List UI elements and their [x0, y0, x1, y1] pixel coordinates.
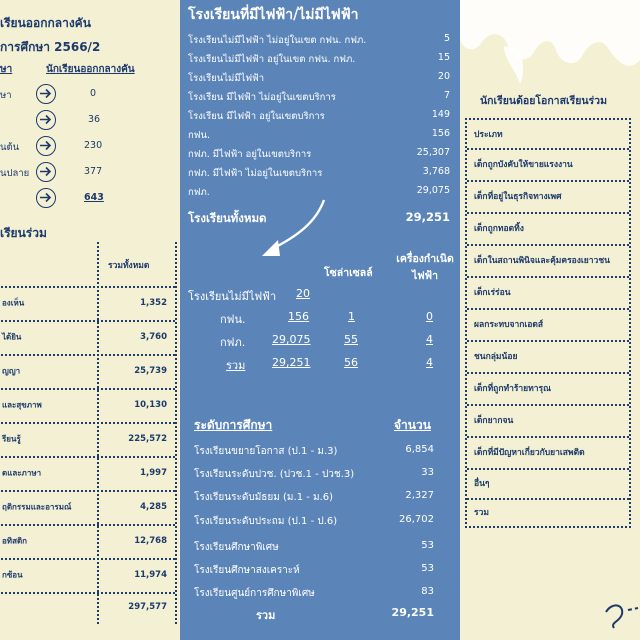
inclusive-title: เรียนร่วม [0, 226, 47, 240]
table-row [0, 558, 175, 594]
row-label: กฟภ. มีไฟฟ้า อยู่ในเขตบริการ [188, 149, 312, 160]
left-panel [0, 0, 180, 640]
dropout-year: การศึกษา 2566/2 [0, 40, 101, 54]
dropout-row-label: นปลาย [0, 168, 30, 179]
grid-cell: 4 [426, 333, 433, 346]
dropout-col-level: ษา [0, 64, 13, 75]
table-cell-label: อทิสติก [2, 536, 27, 546]
row-label: โรงเรียนไม่มีไฟฟ้า ไม่อยู่ในเขต กฟน. กฟภ. [188, 35, 367, 46]
grid-cell: 156 [288, 310, 309, 323]
list-item [467, 120, 629, 150]
arrow-right-icon [36, 188, 56, 208]
swirl-arrow-icon [598, 600, 640, 640]
level-row [194, 586, 434, 601]
list-item-label: ประเภท [474, 130, 503, 140]
level-label: โรงเรียนศึกษาพิเศษ [194, 542, 279, 553]
table-row [0, 422, 175, 458]
table-cell-value: 10,130 [134, 400, 167, 410]
level-total-label: รวม [256, 609, 276, 622]
level-value: 6,854 [405, 444, 434, 455]
level-label: โรงเรียนศูนย์การศึกษาพิเศษ [194, 588, 315, 599]
row-value: 20 [437, 71, 450, 82]
cloud-decoration [460, 0, 640, 90]
list-item [467, 340, 629, 374]
row-value: 156 [431, 128, 450, 139]
level-value: 2,327 [405, 490, 434, 501]
no-electric-value: 20 [296, 287, 310, 300]
list-item [467, 308, 629, 342]
table-row [0, 456, 175, 492]
level-header: ระดับการศึกษา [194, 418, 273, 432]
list-item [188, 109, 450, 124]
list-item [467, 212, 629, 246]
row-value: 7 [443, 90, 450, 101]
dropout-row-label: ษา [0, 90, 12, 101]
disadvantaged-table [465, 118, 631, 528]
grid-cell: 0 [426, 310, 433, 323]
solar-header: โซล่าเซลล์ [324, 267, 373, 279]
level-row [194, 514, 434, 529]
grid-row-label: กฟน. [220, 313, 246, 326]
table-cell-value: 1,997 [140, 468, 167, 478]
list-item-label: เด็กที่มีปัญหาเกี่ยวกับยาเสพติด [474, 448, 585, 458]
row-value: 29,075 [416, 185, 450, 196]
generator-header [386, 250, 460, 284]
level-label: โรงเรียนขยายโอกาส (ป.1 - ม.3) [194, 446, 338, 457]
list-item [467, 436, 629, 470]
total-value: 29,251 [405, 210, 450, 224]
level-value: 26,702 [399, 514, 434, 525]
dropout-row-value: 0 [90, 88, 97, 99]
list-item [467, 498, 629, 526]
level-value: 33 [421, 467, 434, 478]
row-label: โรงเรียน มีไฟฟ้า ไม่อยู่ในเขตบริการ [188, 92, 336, 103]
level-value: 53 [421, 563, 434, 574]
level-total-value: 29,251 [391, 606, 434, 619]
level-value: 53 [421, 540, 434, 551]
grid-cell: 55 [344, 333, 358, 346]
dropout-row-value: 36 [88, 114, 101, 125]
row-label: กฟภ. [188, 187, 210, 198]
table-cell-label: กซ้อน [2, 570, 23, 580]
dropout-row-label: นต้น [0, 142, 20, 153]
list-item [467, 372, 629, 406]
table-row [0, 388, 175, 424]
table-row [0, 524, 175, 560]
list-item-label: รวม [474, 508, 489, 518]
list-item [467, 148, 629, 182]
grid-cell: 29,251 [272, 356, 311, 369]
list-item [467, 404, 629, 438]
dropout-title: เรียนออกกลางคัน [0, 16, 91, 30]
arrow-right-icon [36, 84, 56, 104]
arrow-right-icon [36, 110, 56, 130]
table-row [0, 242, 175, 288]
list-item-label: เด็กเร่ร่อน [474, 288, 511, 298]
table-cell-value: 1,352 [140, 298, 167, 308]
list-item [188, 128, 450, 143]
grid-cell: 1 [348, 310, 355, 323]
dropout-row-value: 377 [84, 166, 103, 177]
level-row [194, 563, 434, 578]
level-label: โรงเรียนระดับประถม (ป.1 - ป.6) [194, 516, 338, 527]
table-row [0, 320, 175, 356]
list-item [188, 52, 450, 67]
list-item [188, 71, 450, 86]
level-label: โรงเรียนระดับปวช. (ปวช.1 - ปวช.3) [194, 469, 355, 480]
level-value: 83 [421, 586, 434, 597]
table-cell-label: ญญา [2, 366, 21, 376]
row-label: โรงเรียนไม่มีไฟฟ้า [188, 73, 265, 84]
table-row [0, 354, 175, 390]
table-cell-value: 297,577 [128, 602, 167, 612]
list-item-label: อื่นๆ [474, 479, 490, 489]
row-value: 5 [443, 33, 450, 44]
row-value: 3,768 [422, 166, 450, 177]
electricity-panel [180, 0, 460, 640]
row-label: โรงเรียนไม่มีไฟฟ้า อยู่ในเขต กฟน. กฟภ. [188, 54, 356, 65]
table-cell-label: ดและภาษา [2, 468, 42, 478]
row-value: 25,307 [416, 147, 450, 158]
curved-arrow-icon [258, 196, 338, 268]
list-item-label: เด็กถูกบังคับให้ขายแรงงาน [474, 160, 573, 170]
list-item [467, 276, 629, 310]
table-cell-label: ฤติกรรมและอารมณ์ [2, 502, 72, 512]
arrow-right-icon [36, 162, 56, 182]
list-item-label: ผลกระทบจากเอดส์ [474, 320, 544, 330]
level-row [194, 467, 434, 482]
table-cell-value: 11,974 [134, 570, 167, 580]
table-cell-value: 3,760 [140, 332, 167, 342]
list-item [188, 33, 450, 48]
list-item-label: ชนกลุ่มน้อย [474, 352, 518, 362]
row-value: 15 [437, 52, 450, 63]
list-item [467, 180, 629, 214]
table-cell-value: 225,572 [128, 434, 167, 444]
list-item [188, 166, 450, 181]
row-label: โรงเรียน มีไฟฟ้า อยู่ในเขตบริการ [188, 111, 325, 122]
row-label: กฟน. [188, 130, 210, 141]
level-row [194, 444, 434, 459]
no-electric-label: โรงเรียนไม่มีไฟฟ้า [188, 290, 277, 303]
list-item [188, 90, 450, 105]
level-total [194, 606, 434, 624]
list-item-label: เด็กในสถานพินิจและคุ้มครองเยาวชน [474, 256, 610, 266]
level-row [194, 540, 434, 555]
dropout-total-value: 643 [84, 192, 104, 203]
grid-cell: 56 [344, 356, 358, 369]
dropout-row-value: 230 [84, 140, 103, 151]
table-cell-label: รียนรู้ [2, 434, 21, 444]
row-value: 149 [431, 109, 450, 120]
table-cell-value: 12,768 [134, 536, 167, 546]
disadvantaged-title: นักเรียนด้อยโอกาสเรียนร่วม [480, 95, 607, 107]
arrow-right-icon [36, 136, 56, 156]
list-item [467, 244, 629, 278]
total-label: โรงเรียนทั้งหมด [188, 211, 267, 225]
list-item-label: เด็กที่ถูกทำร้ายทารุณ [474, 384, 551, 394]
generator-header-line2: ไฟฟ้า [411, 270, 439, 282]
level-row [194, 490, 434, 505]
dropout-col-count: นักเรียนออกกลางคัน [46, 64, 135, 75]
table-cell-value: 25,739 [134, 366, 167, 376]
list-item-label: เด็กที่อยู่ในธุรกิจทางเพศ [474, 192, 562, 202]
table-row [0, 592, 175, 622]
table-row [0, 286, 175, 322]
table-cell-value: 4,285 [140, 502, 167, 512]
list-item-label: เด็กถูกทอดทิ้ง [474, 224, 524, 234]
grid-cell: 4 [426, 356, 433, 369]
table-row [0, 490, 175, 526]
table-header-total: รวมทั้งหมด [108, 261, 150, 271]
grid-row-label: กฟภ. [220, 336, 246, 349]
count-header: จำนวน [394, 418, 431, 432]
generator-header-line1: เครื่องกำเนิด [396, 253, 454, 265]
inclusive-table [0, 242, 177, 624]
grid-row-label: รวม [226, 359, 246, 372]
electricity-title: โรงเรียนที่มีไฟฟ้า/ไม่มีไฟฟ้า [188, 7, 359, 23]
list-item [467, 468, 629, 500]
table-cell-label: องเห็น [2, 298, 25, 308]
grid-cell: 29,075 [272, 333, 311, 346]
table-cell-label: และสุขภาพ [2, 400, 42, 410]
table-cell-label: ได้ยิน [2, 332, 22, 342]
level-label: โรงเรียนระดับมัธยม (ม.1 - ม.6) [194, 492, 334, 503]
level-label: โรงเรียนศึกษาสงเคราะห์ [194, 565, 300, 576]
list-item [188, 147, 450, 162]
row-label: กฟภ. มีไฟฟ้า ไม่อยู่ในเขตบริการ [188, 168, 323, 179]
list-item-label: เด็กยากจน [474, 416, 514, 426]
